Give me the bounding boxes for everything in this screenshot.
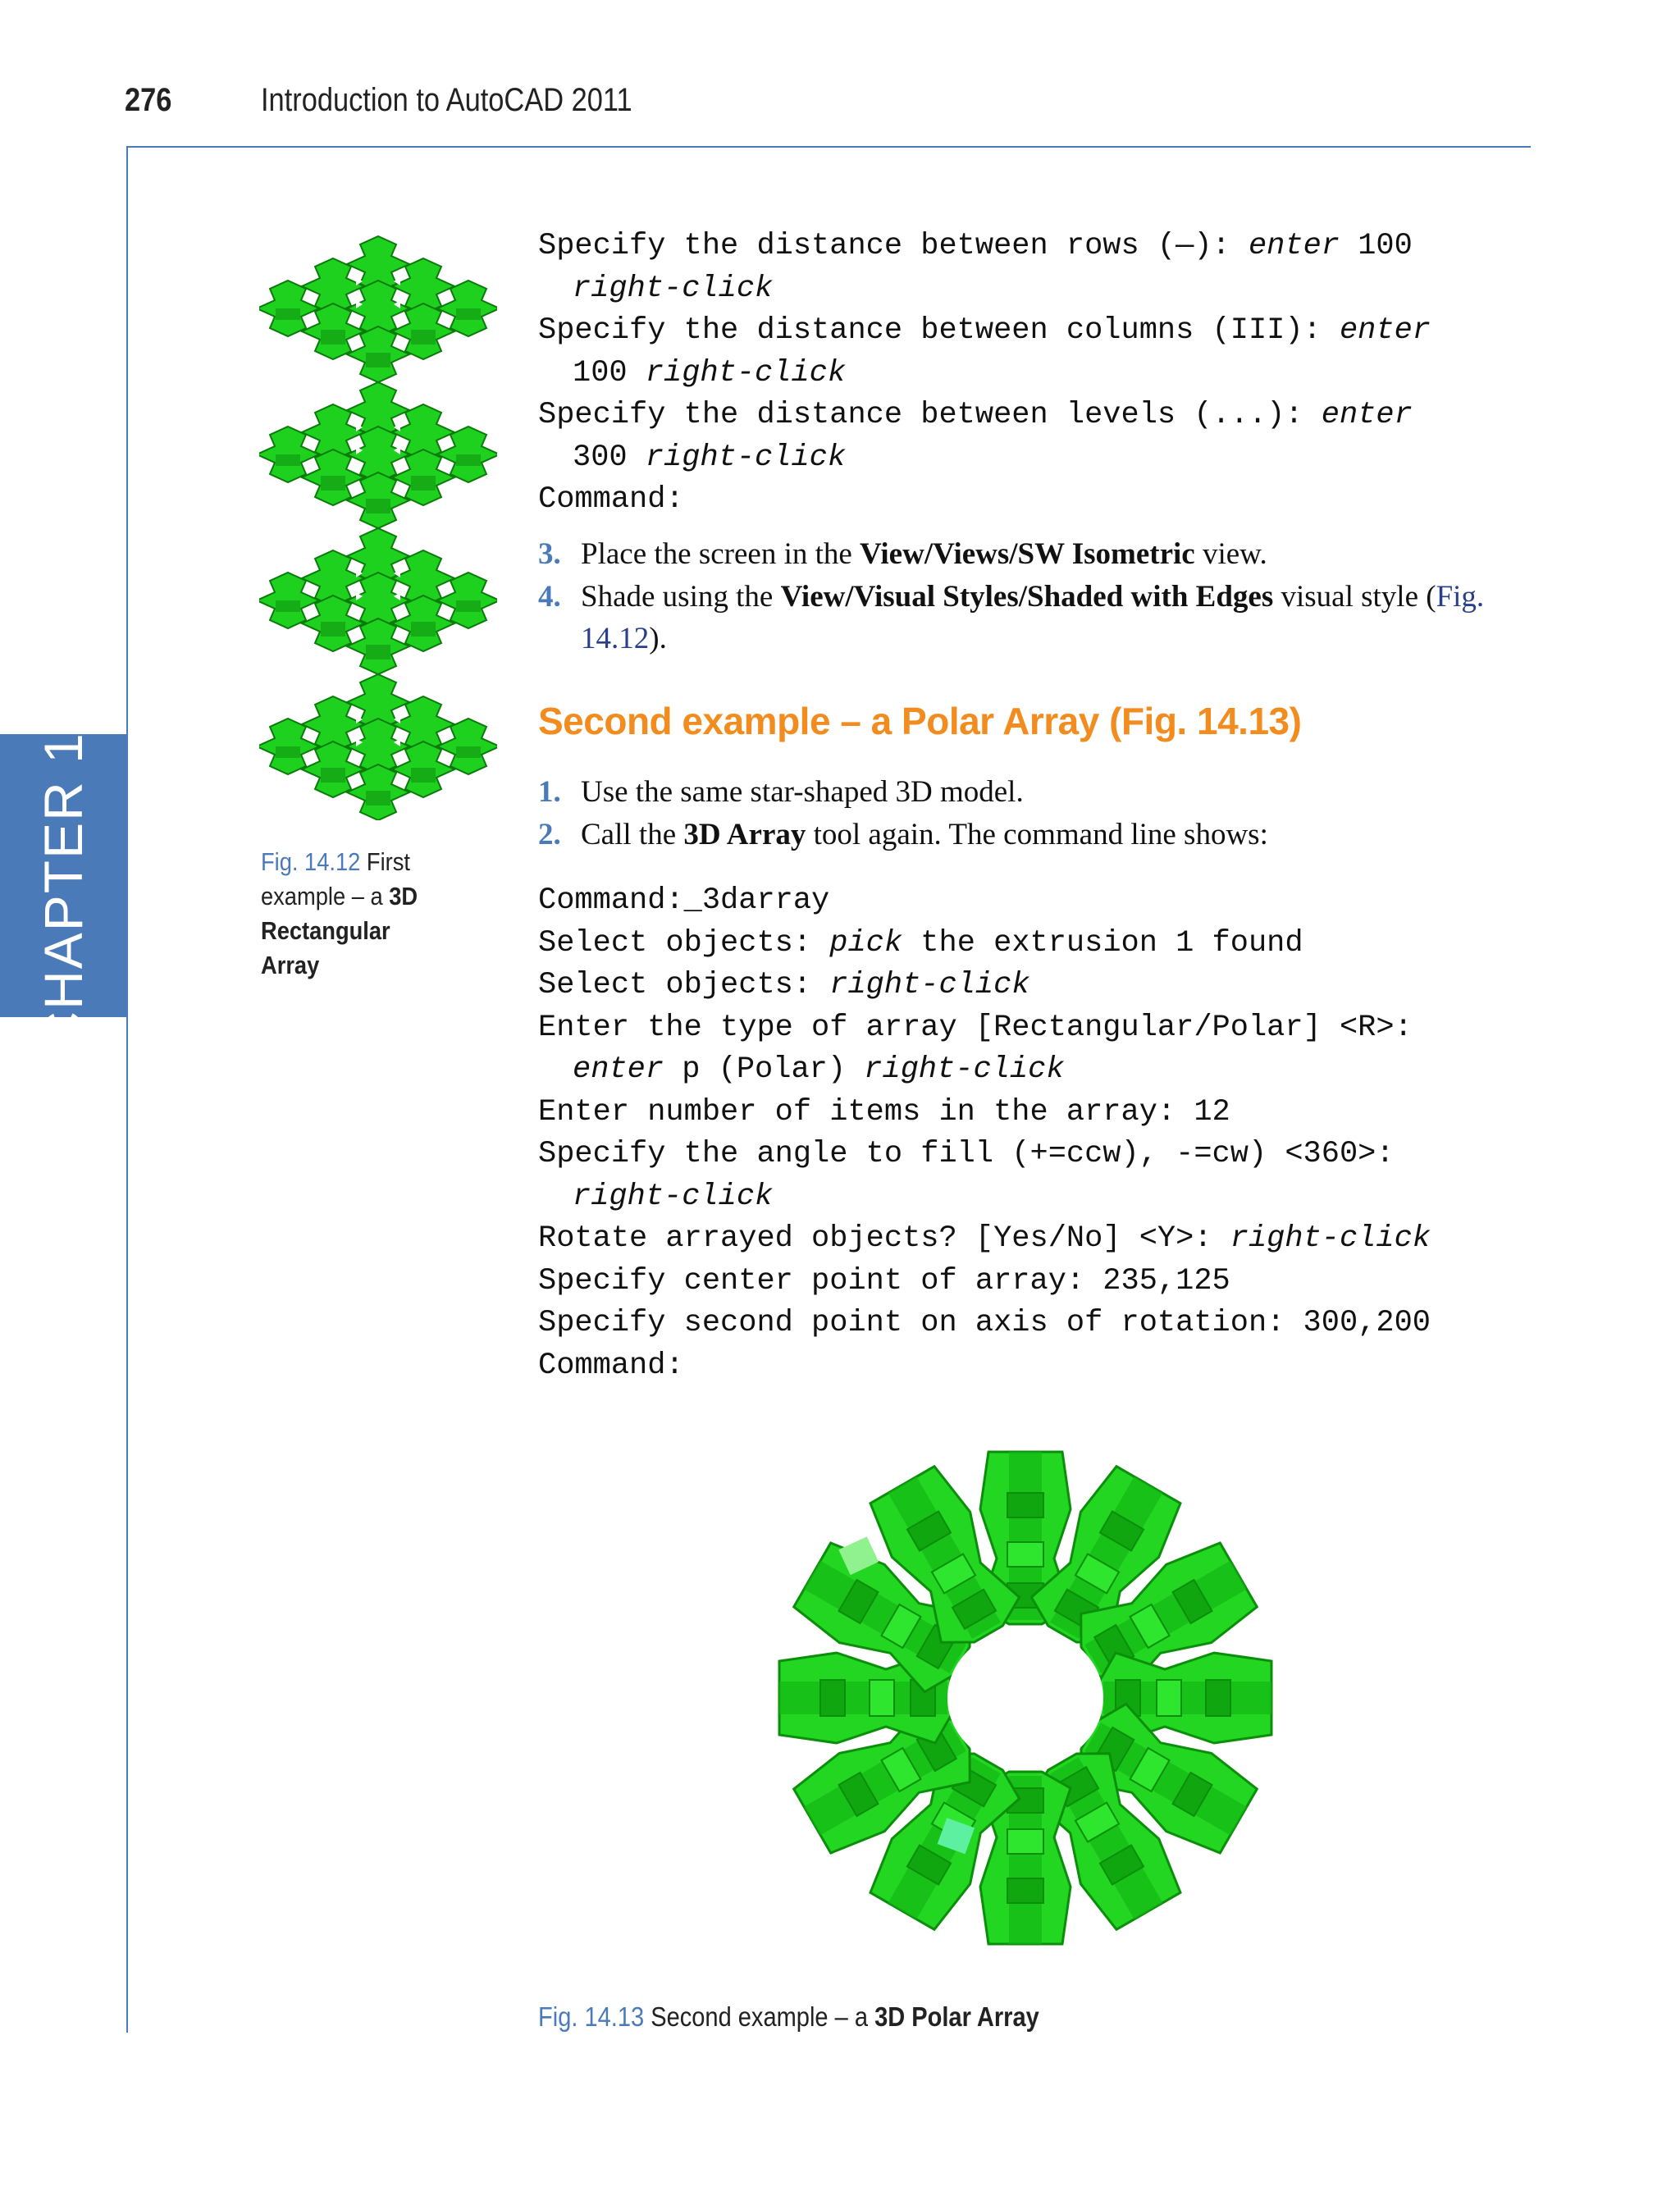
steps-list-1 xyxy=(538,533,1547,660)
list-item: 1. Use the same star-shaped 3D model. xyxy=(538,775,1024,809)
code-line: Command: xyxy=(538,482,684,517)
list-item: 2. Call the 3D Array tool again. The command line shows: xyxy=(538,817,1268,851)
caption-number: Fig. 14.12 xyxy=(261,847,361,876)
running-head: Introduction to AutoCAD 2011 xyxy=(261,82,632,118)
code-line: right-click xyxy=(573,1179,774,1214)
code-line: Rotate arrayed objects? [Yes/No] <Y>: right-click xyxy=(538,1221,1431,1256)
caption-number: Fig. 14.13 xyxy=(538,2001,645,2032)
array-level-2 xyxy=(259,382,497,528)
code-line: Specify the distance between rows (—): enter 100 xyxy=(538,229,1413,263)
list-item: 4. Shade using the View/Visual Styles/Shaded with Edges visual style (Fig. 14.12). xyxy=(538,579,1485,655)
array-level-1 xyxy=(259,236,497,382)
code-line: right-click xyxy=(573,271,774,306)
polar-array-figure xyxy=(705,1411,1345,1985)
chapter-tab xyxy=(0,700,126,1051)
code-line: enter p (Polar) right-click xyxy=(573,1052,1065,1087)
code-line: Command: xyxy=(538,1348,684,1383)
caption-bold: 3D Rectangular Array xyxy=(261,882,418,979)
caption-text: First example – a xyxy=(261,847,410,910)
rectangular-array-figure xyxy=(259,230,497,820)
code-line: Enter the type of array [Rectangular/Polar] <R>: xyxy=(538,1010,1413,1045)
figure-14-13-caption xyxy=(538,2001,1039,2033)
code-line: Select objects: pick the extrusion 1 found xyxy=(538,925,1303,961)
figure-reference[interactable]: Fig. 14.12 xyxy=(581,579,1485,655)
steps-list-2 xyxy=(538,771,1547,856)
margin-rule xyxy=(126,146,128,2033)
caption-text: Second example – a xyxy=(651,2001,868,2032)
caption-bold: 3D Polar Array xyxy=(874,2001,1039,2032)
page-number: 276 xyxy=(125,82,172,118)
code-line: Select objects: right-click xyxy=(538,968,1030,1002)
code-line: Specify center point of array: 235,125 xyxy=(538,1263,1230,1298)
array-level-3 xyxy=(259,528,497,674)
figure-14-12-caption xyxy=(261,845,449,983)
code-line: Specify the angle to fill (+=ccw), -=cw) <360>: xyxy=(538,1137,1395,1171)
command-listing-2 xyxy=(538,880,1555,1387)
code-line: Specify the distance between columns (III): enter xyxy=(538,313,1431,348)
array-level-4 xyxy=(259,674,497,820)
code-line: Specify the distance between levels (...): enter xyxy=(538,398,1413,432)
code-line: Command:_3darray xyxy=(538,883,830,918)
command-listing-1 xyxy=(538,226,1555,522)
section-heading: Second example – a Polar Array (Fig. 14.13) xyxy=(538,700,1302,742)
code-line: Specify second point on axis of rotation: 300,200 xyxy=(538,1306,1431,1340)
code-line: 100 right-click xyxy=(573,355,847,390)
list-item: 3. Place the screen in the View/Views/SW Isometric view. xyxy=(538,537,1267,571)
header-rule xyxy=(126,146,1531,148)
chapter-tab-label: CHAPTER 14 xyxy=(33,700,94,1051)
code-line: Enter number of items in the array: 12 xyxy=(538,1094,1230,1130)
code-line: 300 right-click xyxy=(573,440,847,475)
